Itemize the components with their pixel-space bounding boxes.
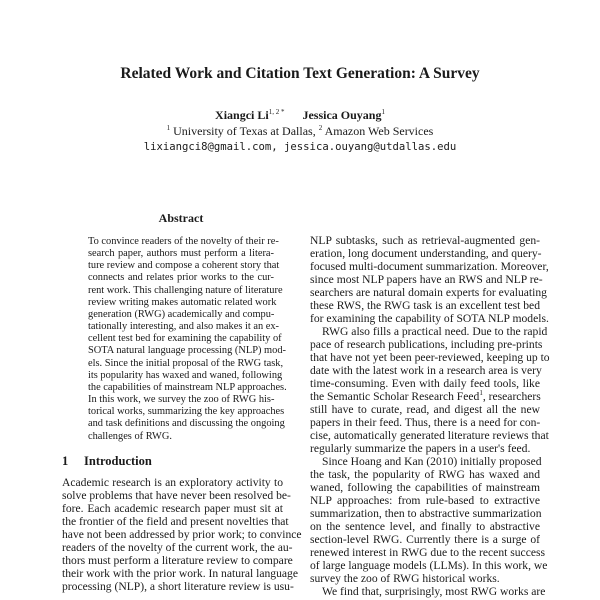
text-line: and task definitions and discussing the ongoing bbox=[88, 418, 285, 430]
text-line: time-consuming. Even with daily feed tools, like bbox=[310, 377, 540, 390]
introduction-body bbox=[62, 476, 302, 593]
text-line: fore. Each academic research paper must sit at bbox=[62, 502, 283, 515]
text-line: since most NLP papers have an RWS and NLP re- bbox=[310, 273, 543, 286]
text-line: searchers are natural domain experts for evaluating bbox=[310, 286, 547, 299]
paper-title: Related Work and Citation Text Generation: A Survey bbox=[120, 65, 480, 82]
text-line: have not been addressed by prior work; to convince bbox=[62, 528, 302, 541]
author-name: Jessica Ouyang bbox=[302, 108, 382, 122]
footnote-mark[interactable]: 1 bbox=[479, 389, 483, 398]
text-line: rent work. This challenging nature of literature bbox=[88, 284, 283, 296]
text-line: the Semantic Scholar Research Feed$^1$, researchers bbox=[310, 389, 541, 403]
text-line: review writing makes automatic related work bbox=[88, 296, 277, 308]
author-affiliation-mark: 1 bbox=[381, 108, 385, 116]
text-line: cellent test bed for examining the capability of bbox=[88, 333, 282, 345]
text-line: Academic research is an exploratory activity to bbox=[62, 476, 283, 489]
text-line: of large language models (LLMs). In this work, we bbox=[310, 559, 548, 572]
text-line: for examining the capability of SOTA NLP models. bbox=[310, 312, 549, 325]
text-line: solve problems that have never been resolved be- bbox=[62, 489, 291, 502]
author-emails: lixiangci8@gmail.com, jessica.ouyang@utdallas.edu bbox=[143, 141, 457, 153]
text-line: processing (NLP), a short literature review is usu- bbox=[62, 580, 294, 593]
section-number: 1 bbox=[62, 454, 69, 468]
text-line: section-level RWG. Currently there is a surge of bbox=[310, 533, 540, 546]
text-line: survey the zoo of RWG historical works. bbox=[310, 572, 500, 585]
section-heading-introduction bbox=[62, 454, 152, 469]
text-line: We find that, surprisingly, most RWG works are bbox=[322, 585, 546, 598]
text-line: els. Since the initial proposal of the RWG task, bbox=[88, 357, 284, 369]
text-line: regularly summarize the papers in a user's feed. bbox=[310, 442, 531, 455]
text-line: date with the latest work in a research area is very bbox=[310, 364, 542, 377]
text-line: summarization, then to abstractive summarization bbox=[310, 507, 542, 520]
text-line: their work with the prior work. In natural language bbox=[62, 567, 298, 580]
text-line: these RWS, the RWG task is an excellent test bed bbox=[310, 299, 540, 312]
affiliation-mark: 2 bbox=[318, 124, 323, 132]
author-list bbox=[0, 108, 600, 123]
text-line: cise, automatically generated literature reviews that bbox=[310, 429, 549, 442]
affiliation-name: University of Texas at Dallas, bbox=[173, 124, 316, 138]
text-line: thors must perform a literature review to compare bbox=[62, 554, 293, 567]
text-line: NLP approaches: from rule-based to extractive bbox=[310, 494, 540, 507]
abstract-body bbox=[88, 236, 287, 443]
text-line: the task, the popularity of RWG has waxed and bbox=[310, 468, 540, 481]
text-line: its popularity has waxed and waned, following bbox=[88, 369, 283, 381]
text-line: waned, following the capabilities of mainstream bbox=[310, 481, 540, 494]
abstract-heading: Abstract bbox=[158, 211, 204, 225]
text-line: the capabilities of mainstream NLP approaches. bbox=[88, 381, 287, 393]
text-line: the frontier of the field and present novelties that bbox=[62, 515, 289, 528]
text-line: Since Hoang and Kan (2010) initially proposed bbox=[322, 455, 542, 468]
author-affiliation-mark: 1, 2 * bbox=[268, 108, 285, 116]
text-line: eration, long document understanding, and query- bbox=[310, 247, 542, 260]
text-line: pace of research publications, including pre-prints bbox=[310, 338, 543, 351]
text-line: challenges of RWG. bbox=[88, 430, 172, 442]
text-line: ture review and compose a coherent story that bbox=[88, 260, 280, 272]
text-line: that have not yet been peer-reviewed, keeping up to bbox=[310, 351, 550, 364]
text-line: tationally interesting, and also makes it an ex- bbox=[88, 321, 280, 333]
text-line: still have to curate, read, and digest all the new bbox=[310, 403, 540, 416]
text-line: focused multi-document summarization. Moreover, bbox=[310, 260, 549, 273]
text-line: renewed interest in RWG due to the recent success bbox=[310, 546, 546, 559]
text-line: In this work, we survey the zoo of RWG his- bbox=[88, 394, 275, 406]
text-line: connects and relates prior works to the cur- bbox=[88, 272, 274, 284]
right-column-body bbox=[310, 234, 550, 598]
text-line: RWG also fills a practical need. Due to the rapid bbox=[322, 325, 548, 338]
affiliations bbox=[0, 124, 600, 139]
text-line: To convince readers of the novelty of their re- bbox=[88, 236, 279, 247]
affiliation-mark: 1 bbox=[166, 124, 171, 132]
text-line: papers in their feed. Thus, there is a need for con- bbox=[310, 416, 541, 429]
text-line: torical works, summarizing the key approaches bbox=[88, 406, 285, 418]
text-line: generation (RWG) academically and compu- bbox=[88, 308, 275, 320]
text-line: on the sentence level, and finally to abstractive bbox=[310, 520, 540, 533]
text-line: readers of the novelty of the current work, the au- bbox=[62, 541, 293, 554]
text-line: SOTA natural language processing (NLP) mod- bbox=[88, 345, 286, 357]
affiliation-name: Amazon Web Services bbox=[324, 124, 434, 138]
section-title: Introduction bbox=[84, 454, 152, 468]
author-name: Xiangci Li bbox=[215, 108, 269, 122]
text-line: search paper, authors must perform a litera- bbox=[88, 248, 274, 260]
text-line: NLP subtasks, such as retrieval-augmented gen- bbox=[310, 234, 540, 247]
